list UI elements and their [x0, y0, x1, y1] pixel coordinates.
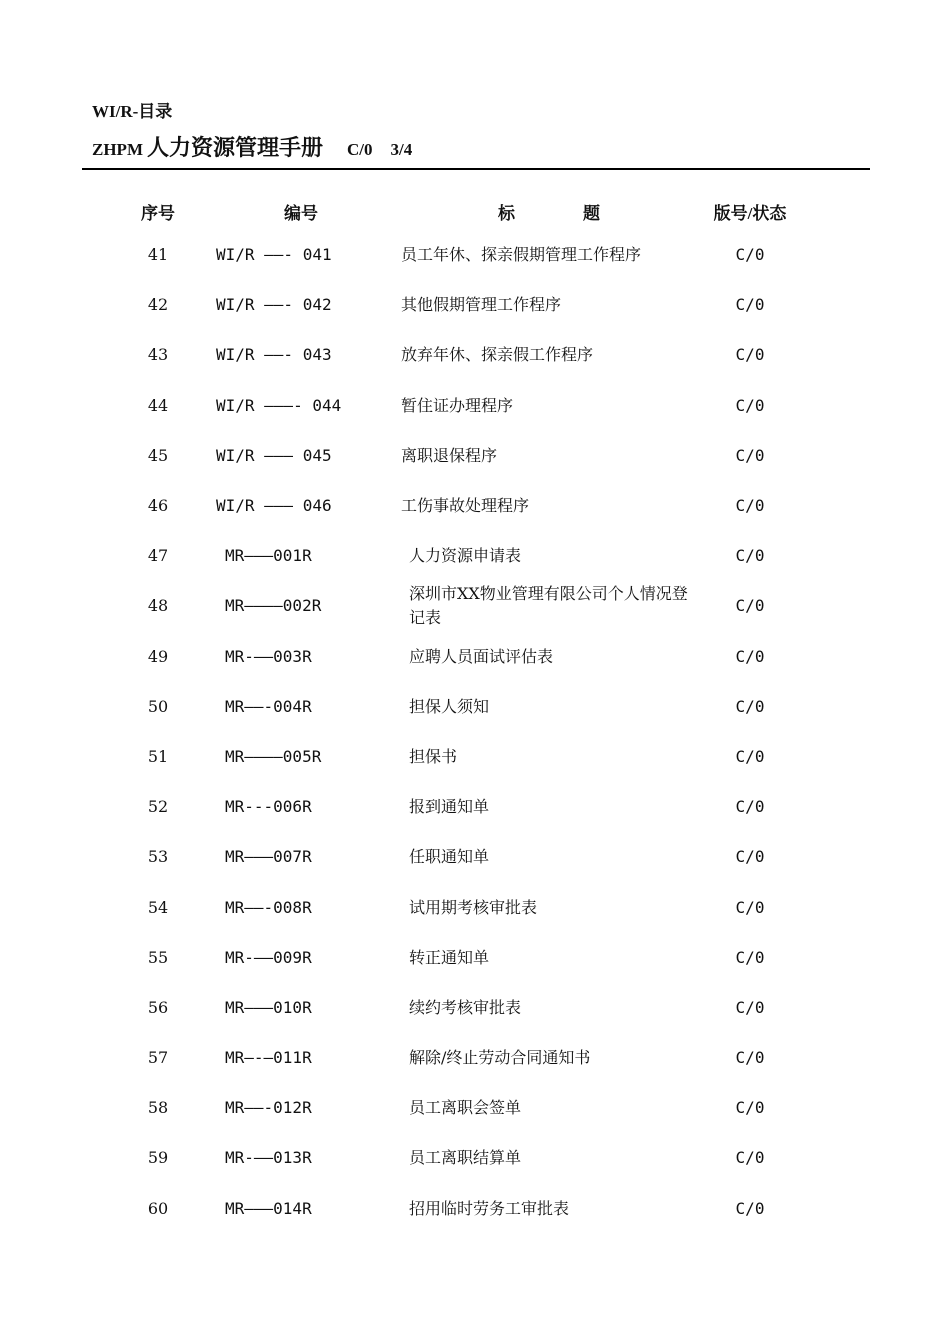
row-seq: 53: [147, 847, 169, 867]
row-seq: 43: [147, 345, 169, 365]
table-row: [115, 732, 803, 782]
row-version: C/0: [735, 797, 765, 817]
row-title: 深圳市XX物业管理有限公司个人情况登记表: [409, 584, 688, 628]
row-version: C/0: [735, 345, 765, 365]
row-title: 员工年休、探亲假期管理工作程序: [401, 245, 642, 265]
table-row: [115, 230, 803, 280]
row-code: MR---006R: [225, 797, 312, 817]
row-version: C/0: [735, 847, 765, 867]
row-version: C/0: [735, 1048, 765, 1068]
row-version: C/0: [735, 295, 765, 315]
row-code: MR————005R: [225, 746, 322, 766]
table-row: [115, 1184, 803, 1234]
row-title: 担保人须知: [409, 696, 490, 716]
row-title: 工伤事故处理程序: [401, 496, 530, 516]
manual-name: 人力资源管理手册: [147, 135, 324, 160]
row-version: C/0: [735, 496, 765, 516]
row-version: C/0: [735, 395, 765, 415]
page-number: 3/4: [390, 140, 413, 159]
row-code: WI/R ——— 046: [216, 496, 332, 516]
row-code: MR——-012R: [225, 1098, 312, 1118]
row-code: MR———014R: [225, 1198, 312, 1218]
row-title: 解除/终止劳动合同通知书: [409, 1048, 591, 1068]
row-title: 续约考核审批表: [409, 997, 522, 1017]
row-code: MR———001R: [225, 546, 312, 566]
row-seq: 57: [147, 1048, 169, 1068]
row-code: MR—-—011R: [225, 1048, 312, 1068]
row-seq: 44: [147, 395, 169, 415]
table-row: [115, 632, 803, 682]
row-version: C/0: [735, 696, 765, 716]
row-seq: 60: [147, 1198, 169, 1218]
row-version: C/0: [735, 596, 765, 616]
row-title: 担保书: [409, 746, 458, 766]
table-row: [115, 581, 803, 631]
column-header-seq: 序号: [141, 203, 175, 223]
column-header-version: 版号/状态: [713, 203, 787, 223]
row-code: WI/R ——- 041: [216, 245, 332, 265]
row-version: C/0: [735, 897, 765, 917]
row-version: C/0: [735, 445, 765, 465]
manual-code: ZHPM: [92, 140, 143, 159]
table-row: [115, 832, 803, 882]
table-row: [115, 280, 803, 330]
manual-version: C/0: [347, 140, 373, 159]
row-seq: 41: [147, 245, 169, 265]
row-seq: 45: [147, 445, 169, 465]
row-seq: 54: [147, 897, 169, 917]
column-header-code: 编号: [284, 203, 318, 223]
table-row: [115, 983, 803, 1033]
row-title: 员工离职结算单: [409, 1148, 522, 1168]
row-code: MR-——009R: [225, 947, 312, 967]
row-code: MR————002R: [225, 596, 322, 616]
table-header-row: [115, 192, 803, 230]
row-title: 任职通知单: [409, 847, 490, 867]
table-row: [115, 531, 803, 581]
row-code: MR——-008R: [225, 897, 312, 917]
row-seq: 46: [147, 496, 169, 516]
row-version: C/0: [735, 746, 765, 766]
row-code: MR-——013R: [225, 1148, 312, 1168]
row-seq: 58: [147, 1098, 169, 1118]
row-title: 应聘人员面试评估表: [409, 646, 554, 666]
row-seq: 49: [147, 646, 169, 666]
table-body: [115, 230, 803, 1234]
row-title: 转正通知单: [409, 947, 490, 967]
column-header-title: [401, 192, 697, 230]
row-code: MR———007R: [225, 847, 312, 867]
row-version: C/0: [735, 546, 765, 566]
row-seq: 52: [147, 797, 169, 817]
document-code: WI/R-目录: [92, 102, 173, 121]
table-row: [115, 1133, 803, 1183]
manual-title-line: [92, 131, 412, 162]
table-row: [115, 682, 803, 732]
row-seq: 50: [147, 696, 169, 716]
row-version: C/0: [735, 947, 765, 967]
table-row: [115, 782, 803, 832]
table-row: [115, 431, 803, 481]
table-row: [115, 381, 803, 431]
table-row: [115, 481, 803, 531]
table-row: [115, 330, 803, 380]
row-seq: 48: [147, 596, 169, 616]
table-row: [115, 1083, 803, 1133]
row-title: 放弃年休、探亲假工作程序: [401, 345, 594, 365]
row-title: 招用临时劳务工审批表: [409, 1198, 570, 1218]
row-code: MR-——003R: [225, 646, 312, 666]
row-version: C/0: [735, 997, 765, 1017]
row-title: 暂住证办理程序: [401, 395, 514, 415]
row-version: C/0: [735, 1098, 765, 1118]
column-header-title-a: 标: [498, 203, 515, 223]
row-code: MR———010R: [225, 997, 312, 1017]
row-version: C/0: [735, 646, 765, 666]
row-seq: 42: [147, 295, 169, 315]
row-version: C/0: [735, 245, 765, 265]
table-row: [115, 882, 803, 932]
contents-table: [115, 192, 803, 1234]
row-code: WI/R ——- 042: [216, 295, 332, 315]
row-code: MR——-004R: [225, 696, 312, 716]
row-seq: 59: [147, 1148, 169, 1168]
column-header-title-b: 题: [583, 203, 600, 223]
row-seq: 56: [147, 997, 169, 1017]
row-title: 离职退保程序: [401, 445, 498, 465]
table-row: [115, 933, 803, 983]
row-title: 员工离职会签单: [409, 1098, 522, 1118]
row-seq: 47: [147, 546, 169, 566]
header-divider: [82, 168, 870, 170]
row-title: 其他假期管理工作程序: [401, 295, 562, 315]
table-row: [115, 1033, 803, 1083]
row-version: C/0: [735, 1198, 765, 1218]
row-title: 报到通知单: [409, 797, 490, 817]
row-title: 试用期考核审批表: [409, 897, 538, 917]
row-code: WI/R ———- 044: [216, 395, 342, 415]
row-version: C/0: [735, 1148, 765, 1168]
row-seq: 51: [147, 746, 169, 766]
row-title: 人力资源申请表: [409, 546, 522, 566]
row-code: WI/R ——— 045: [216, 445, 332, 465]
row-seq: 55: [147, 947, 169, 967]
row-code: WI/R ——- 043: [216, 345, 332, 365]
